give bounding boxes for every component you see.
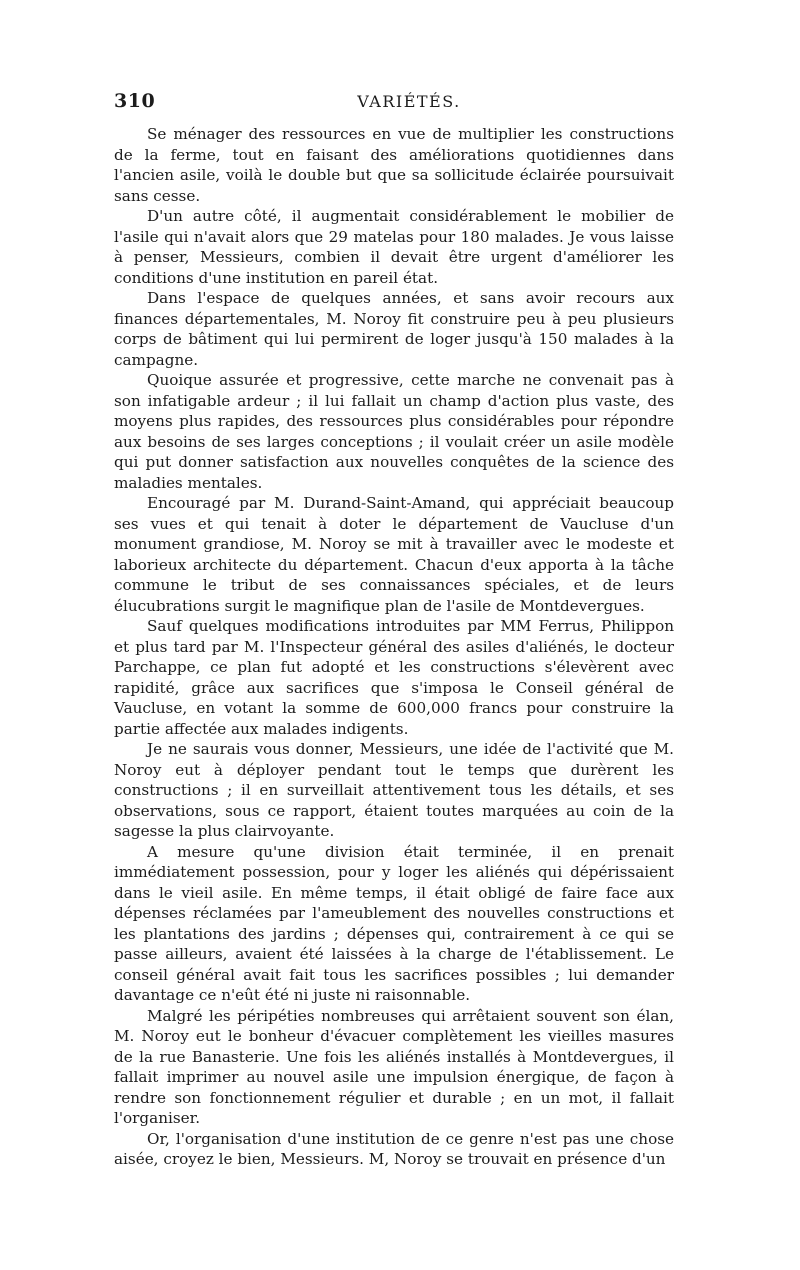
- book-page: [114, 90, 674, 1170]
- page-number: 310: [114, 90, 156, 112]
- running-title: VARIÉTÉS.: [357, 92, 461, 111]
- paragraph: A mesure qu'une division était terminée, il en prenait immédiatement possession, pour y loger les aliénés qui dépérissaient dans le vieil asile. En même temps, il était obligé de faire face aux dépenses réclamées par l'ameublement des nouvelles constructions et les plantations des jardins ; dépenses qui, contrairement à ce qui se passe ailleurs, avaient été laissées à la charge de l'établissement. Le conseil général avait fait tous les sacrifices possibles ; lui demander davantage ce n'eût été ni juste ni raisonnable.: [114, 842, 674, 1004]
- paragraph: Sauf quelques modifications introduites par MM Ferrus, Philippon et plus tard par M. l'Inspecteur général des asiles d'aliénés, le docteur Parchappe, ce plan fut adopté et les constructions s'élevèrent avec rapidité, grâce aux sacrifices que s'imposa le Conseil général de Vaucluse, en votant la somme de 600,000 francs pour construire la partie affectée aux malades indigents.: [114, 617, 674, 738]
- paragraph: D'un autre côté, il augmentait considérablement le mobilier de l'asile qui n'avait alors que 29 matelas pour 180 malades. Je vous laisse à penser, Messieurs, combien il devait être urgent d'améliorer les conditions d'une institution en pareil état.: [114, 207, 674, 287]
- paragraph: Encouragé par M. Durand-Saint-Amand, qui appréciait beaucoup ses vues et qui tenait à doter le département de Vaucluse d'un monument grandiose, M. Noroy se mit à travailler avec le modeste et laborieux architecte du département. Chacun d'eux apporta à la tâche commune le tribut de ses connaissances spéciales, et de leurs élucubrations surgit le magnifique plan de l'asile de Montdevergues.: [114, 494, 674, 615]
- paragraph: Je ne saurais vous donner, Messieurs, une idée de l'activité que M. Noroy eut à déployer pendant tout le temps que durèrent les constructions ; il en surveillait attentivement tous les détails, et ses observations, sous ce rapport, étaient toutes marquées au coin de la sagesse la plus clairvoyante.: [114, 740, 674, 840]
- paragraph: Se ménager des ressources en vue de multiplier les constructions de la ferme, tout en faisant des améliorations quotidiennes dans l'ancien asile, voilà le double but que sa sollicitude éclairée poursuivait sans cesse.: [114, 125, 674, 205]
- paragraph: Or, l'organisation d'une institution de ce genre n'est pas une chose aisée, croyez le bien, Messieurs. M, Noroy se trouvait en présence d'un: [114, 1129, 674, 1168]
- paragraph: Dans l'espace de quelques années, et sans avoir recours aux finances départementales, M. Noroy fit construire peu à peu plusieurs corps de bâtiment qui lui permirent de loger jusqu'à 150 malades à la campagne.: [114, 289, 674, 369]
- paragraph: Quoique assurée et progressive, cette marche ne convenait pas à son infatigable ardeur ; il lui fallait un champ d'action plus vaste, des moyens plus rapides, des ressources plus considérables pour répondre aux besoins de ses larges conceptions ; il voulait créer un asile modèle qui put donner satisfaction aux nouvelles conquêtes de la science des maladies mentales.: [114, 371, 674, 492]
- paragraph: Malgré les péripéties nombreuses qui arrêtaient souvent son élan, M. Noroy eut le bonheur d'évacuer complètement les vieilles masures de la rue Banasterie. Une fois les aliénés installés à Montdevergues, il fallait imprimer au nouvel asile une impulsion énergique, de façon à rendre son fonctionnement régulier et durable ; en un mot, il fallait l'organiser.: [114, 1006, 674, 1127]
- running-head: [114, 90, 674, 118]
- body-text: [114, 124, 674, 1170]
